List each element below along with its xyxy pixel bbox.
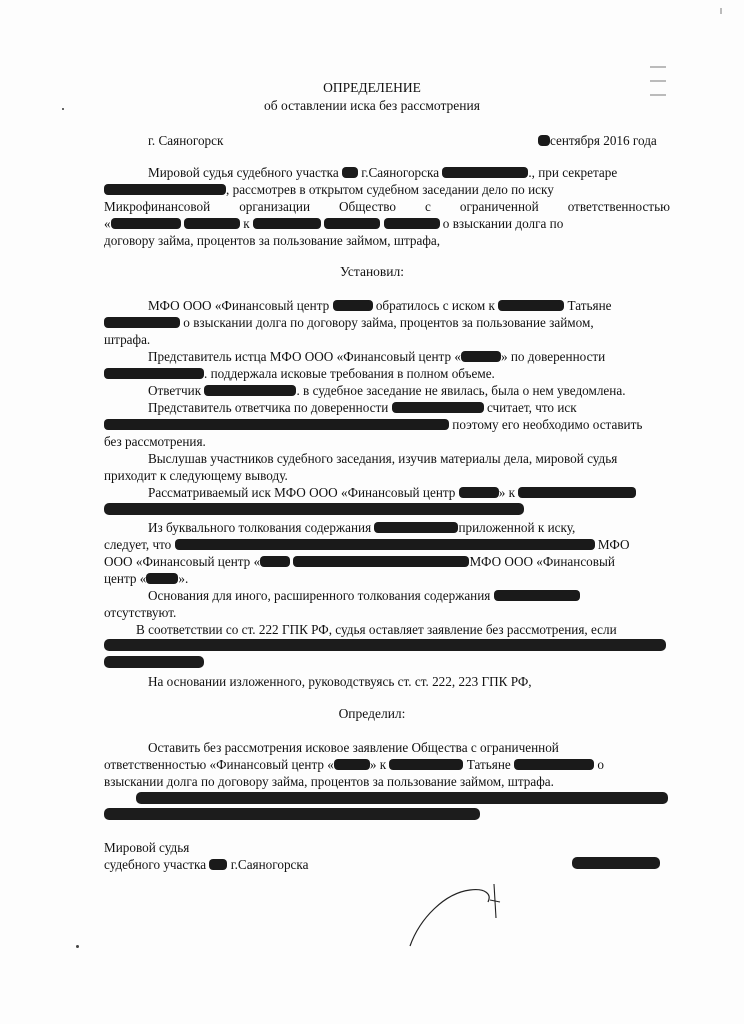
redaction xyxy=(260,556,290,567)
redaction xyxy=(175,539,595,550)
intro-word: организации xyxy=(239,199,311,214)
redaction xyxy=(374,522,458,533)
date: сентября 2016 года xyxy=(550,133,657,148)
p6-text: » к xyxy=(498,485,516,500)
redaction xyxy=(104,419,449,430)
p4-text: Представитель ответчика по доверенности xyxy=(148,400,389,415)
redaction xyxy=(104,639,666,651)
intro-text: , рассмотрев в открытом судебном заседании дело по иску xyxy=(226,182,554,197)
p1-text: обратилось с иском к xyxy=(375,298,495,313)
p7-text: следует, что xyxy=(104,537,172,552)
redaction xyxy=(334,759,370,770)
scan-dot xyxy=(76,945,79,948)
redaction xyxy=(204,385,296,396)
p3-text: Ответчик xyxy=(148,383,202,398)
p9-line-1: В соответствии со ст. 222 ГПК РФ, судья оставляет заявление без рассмотрения, если xyxy=(136,622,617,637)
redaction xyxy=(136,792,668,804)
p11-line-3: взыскании долга по договору займа, процентов за пользование займом, штрафа. xyxy=(104,774,554,789)
intro-line-3 xyxy=(104,199,670,215)
intro-line-2 xyxy=(104,182,554,198)
p6-line-1 xyxy=(148,485,636,501)
city: г. Саяногорск xyxy=(148,133,224,148)
p7-text: центр « xyxy=(104,571,147,586)
p7-text: МФО ООО «Финансовый xyxy=(469,554,615,569)
intro-text: к xyxy=(243,216,250,231)
p7-line-3 xyxy=(104,554,615,570)
redaction xyxy=(392,402,484,413)
p4-text: считает, что иск xyxy=(486,400,577,415)
intro-line-1 xyxy=(148,165,617,181)
redaction xyxy=(389,759,463,770)
p11-text: о xyxy=(597,757,604,772)
redaction xyxy=(461,351,501,362)
redaction xyxy=(184,218,240,229)
p4-line-2 xyxy=(104,417,642,433)
p8-text: Основания для иного, расширенного толкования содержания xyxy=(148,588,491,603)
p8-line-2: отсутствуют. xyxy=(104,605,177,620)
p2-line-1 xyxy=(148,349,605,365)
redaction xyxy=(442,167,528,178)
p11-text: Татьяне xyxy=(466,757,511,772)
p2-text: Представитель истца МФО ООО «Финансовый центр « xyxy=(148,349,461,364)
redaction xyxy=(384,218,440,229)
section-heading-opredelil: Определил: xyxy=(338,706,406,721)
p5-line-2: приходит к следующему выводу. xyxy=(104,468,288,483)
redaction xyxy=(333,300,373,311)
intro-text: Мировой судья судебного участка xyxy=(148,165,339,180)
p6-text: Рассматриваемый иск МФО ООО «Финансовый центр xyxy=(148,485,456,500)
p1-line-2 xyxy=(104,315,594,331)
signature xyxy=(400,878,510,950)
p1-line-1 xyxy=(148,298,612,314)
redaction xyxy=(104,503,524,515)
redaction xyxy=(324,218,380,229)
redaction xyxy=(518,487,636,498)
redaction xyxy=(293,556,469,567)
redaction xyxy=(104,656,204,668)
p10-line: На основании изложенного, руководствуясь ст. ст. 222, 223 ГПК РФ, xyxy=(148,674,532,689)
p7-text: ООО «Финансовый центр « xyxy=(104,554,261,569)
p1-text: МФО ООО «Финансовый центр xyxy=(148,298,330,313)
document-subtitle: об оставлении иска без рассмотрения xyxy=(264,98,480,113)
p11-line-2 xyxy=(104,757,604,773)
section-heading-ustanovil: Установил: xyxy=(339,264,405,279)
intro-text: о взыскании долга по xyxy=(442,216,564,231)
redaction xyxy=(342,167,358,178)
redaction xyxy=(104,808,480,820)
footer-text: г.Саяногорска xyxy=(230,857,309,872)
intro-line-5: договору займа, процентов за пользование займом, штрафа, xyxy=(104,233,441,248)
intro-text: г.Саяногорска xyxy=(361,165,440,180)
redaction xyxy=(572,857,660,869)
redaction xyxy=(209,859,227,870)
intro-word: ограниченной xyxy=(459,199,539,214)
redaction xyxy=(494,590,580,601)
footer-title: Мировой судья xyxy=(104,840,190,855)
date-line xyxy=(538,133,657,149)
intro-word: ответственностью xyxy=(567,199,670,214)
p11-line-1: Оставить без рассмотрения исковое заявление Общества с ограниченной xyxy=(148,740,559,755)
p8-line-1 xyxy=(148,588,580,604)
p1-line-3: штрафа. xyxy=(104,332,151,347)
intro-word: с xyxy=(424,199,431,214)
redaction xyxy=(498,300,564,311)
p1-text: Татьяне xyxy=(567,298,612,313)
intro-word: Микрофинансовой xyxy=(104,199,211,214)
p7-line-4 xyxy=(104,571,188,587)
p7-text: ». xyxy=(178,571,189,586)
redaction xyxy=(514,759,594,770)
scan-mark xyxy=(650,66,666,68)
p4-text: поэтому его необходимо оставить xyxy=(452,417,643,432)
redaction xyxy=(104,368,204,379)
intro-text: « xyxy=(104,216,111,231)
p4-line-1 xyxy=(148,400,577,416)
p2-text: . поддержала исковые требования в полном объеме. xyxy=(204,366,495,381)
p5-line-1: Выслушав участников судебного заседания, изучив материалы дела, мировой судья xyxy=(148,451,618,466)
redaction xyxy=(538,135,550,146)
redaction xyxy=(253,218,321,229)
footer-line-2 xyxy=(104,857,308,873)
p4-line-3: без рассмотрения. xyxy=(104,434,206,449)
p1-text: о взыскании долга по договору займа, процентов за пользование займом, xyxy=(183,315,594,330)
p11-text: ответственностью «Финансовый центр « xyxy=(104,757,334,772)
intro-line-4 xyxy=(104,216,563,232)
p2-text: » по доверенности xyxy=(500,349,606,364)
redaction xyxy=(459,487,499,498)
redaction xyxy=(104,317,180,328)
p7-text: приложенной к иску, xyxy=(458,520,576,535)
redaction xyxy=(146,573,178,584)
p7-line-1 xyxy=(148,520,575,536)
scan-dot xyxy=(62,108,64,110)
document-title: ОПРЕДЕЛЕНИЕ xyxy=(323,80,421,95)
p7-text: Из буквального толкования содержания xyxy=(148,520,372,535)
p2-line-2 xyxy=(104,366,495,382)
p7-line-2 xyxy=(104,537,630,553)
p3-text: . в судебное заседание не явилась, была о нем уведомлена. xyxy=(296,383,626,398)
footer-text: судебного участка xyxy=(104,857,207,872)
intro-text: ., при секретаре xyxy=(528,165,618,180)
redaction xyxy=(111,218,181,229)
redaction xyxy=(104,184,226,195)
p3-line xyxy=(148,383,626,399)
p11-text: » к xyxy=(369,757,387,772)
intro-word: Общество xyxy=(339,199,396,214)
p7-text: МФО xyxy=(597,537,630,552)
scan-mark xyxy=(720,8,722,14)
